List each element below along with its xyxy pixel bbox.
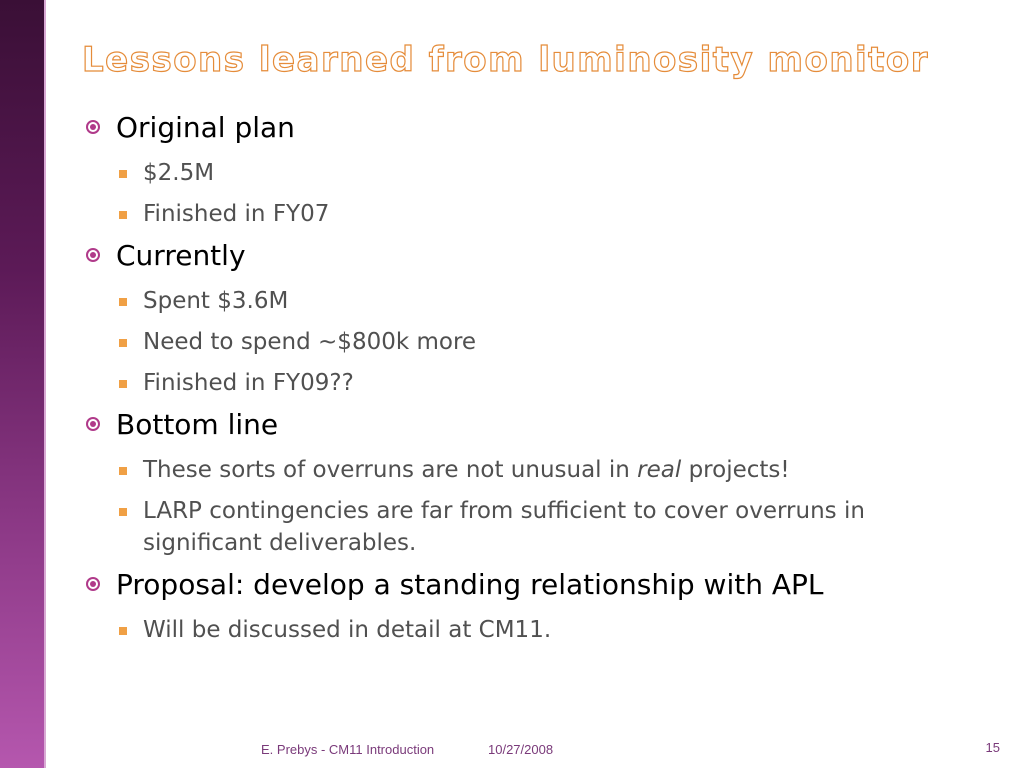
slide-title: Lessons learned from luminosity monitor bbox=[82, 40, 930, 80]
list-item-text: $2.5M bbox=[143, 160, 215, 186]
list-item-text-after: projects! bbox=[681, 457, 790, 483]
list-item-text: Will be discussed in detail at CM11. bbox=[143, 617, 552, 643]
square-bullet-icon bbox=[119, 298, 127, 306]
square-bullet-icon bbox=[119, 467, 127, 475]
section-proposal bbox=[86, 565, 966, 605]
circle-bullet-icon bbox=[86, 417, 100, 431]
list-item-text: LARP contingencies are far from sufficient to cover overruns in significant deliverables. bbox=[143, 498, 865, 556]
list-item-text: Finished in FY09?? bbox=[143, 370, 354, 396]
section-heading: Currently bbox=[116, 239, 246, 272]
sidebar-band bbox=[0, 0, 44, 768]
square-bullet-icon bbox=[119, 211, 127, 219]
list-item bbox=[86, 198, 966, 230]
list-item bbox=[86, 367, 966, 399]
circle-bullet-icon bbox=[86, 248, 100, 262]
section-bottom-line bbox=[86, 405, 966, 445]
list-item-text: Finished in FY07 bbox=[143, 201, 330, 227]
list-item bbox=[86, 454, 966, 486]
list-item-text: Spent $3.6M bbox=[143, 288, 289, 314]
circle-bullet-icon bbox=[86, 577, 100, 591]
square-bullet-icon bbox=[119, 339, 127, 347]
square-bullet-icon bbox=[119, 627, 127, 635]
list-item-text-before: These sorts of overruns are not unusual in bbox=[143, 457, 638, 483]
footer-date: 10/27/2008 bbox=[488, 742, 554, 757]
list-item bbox=[86, 157, 966, 189]
section-heading: Bottom line bbox=[116, 408, 279, 441]
list-item bbox=[86, 495, 966, 559]
square-bullet-icon bbox=[119, 380, 127, 388]
list-item bbox=[86, 326, 966, 358]
section-currently bbox=[86, 236, 966, 276]
page-number: 15 bbox=[985, 740, 1000, 755]
square-bullet-icon bbox=[119, 508, 127, 516]
circle-bullet-icon bbox=[86, 120, 100, 134]
square-bullet-icon bbox=[119, 170, 127, 178]
slide-body bbox=[86, 108, 966, 646]
section-heading: Original plan bbox=[116, 111, 295, 144]
sidebar-edge bbox=[44, 0, 46, 768]
list-item-text: Need to spend ~$800k more bbox=[143, 329, 477, 355]
section-original-plan bbox=[86, 108, 966, 148]
list-item bbox=[86, 614, 966, 646]
footer-author: E. Prebys - CM11 Introduction bbox=[261, 742, 435, 757]
emphasis-text: real bbox=[637, 457, 682, 483]
section-heading: Proposal: develop a standing relationship with APL bbox=[116, 568, 824, 601]
list-item bbox=[86, 285, 966, 317]
